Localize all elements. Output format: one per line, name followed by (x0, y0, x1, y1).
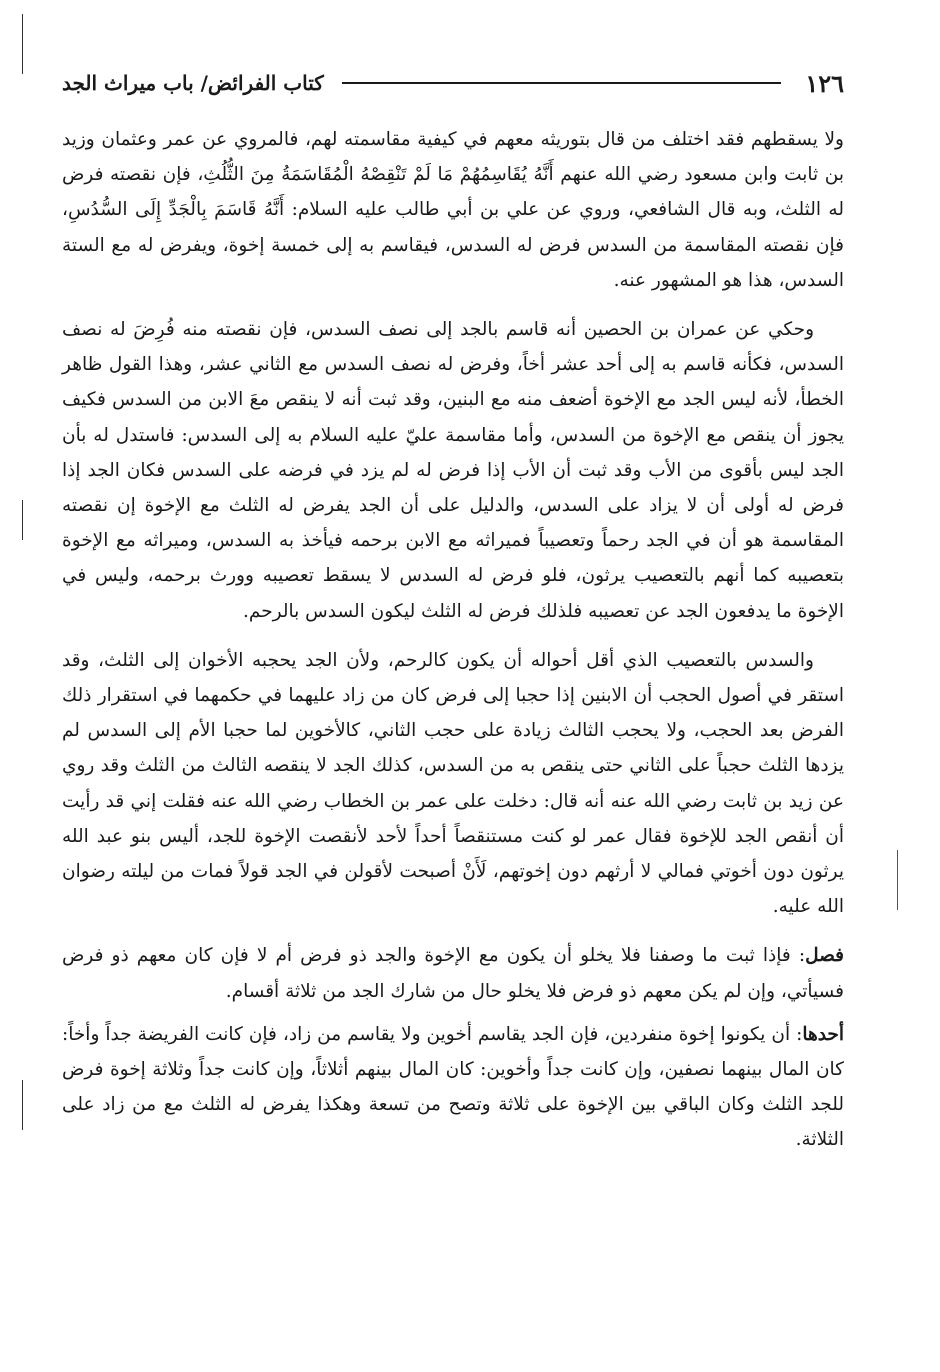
paragraph-text: : فإذا ثبت ما وصفنا فلا يخلو أن يكون مع الإخوة والجد ذو فرض أم لا فإن كان معهم ذو فرض فسيأتي، وإن لم يكن معهم ذو فرض فلا يخلو حال من شارك الجد من ثلاثة أقسام. (62, 945, 844, 1002)
header-rule (342, 82, 782, 84)
paragraph-text: : أن يكونوا إخوة منفردين، فإن الجد يقاسم أخوين ولا يقاسم من زاد، فإن كانت الفريضة جداً وأخاً: كان المال بينهما نصفين، وإن كانت جداً وأخوين: كان المال بينهم أثلاثاً، وإن كانت جداً وثلاثة إخوة فرض للجد الثلث وكان الباقي بين الإخوة على ثلاثة وتصح من تسعة وهكذا يفرض له الثلث مع من زاد على الثلاثة. (62, 1023, 844, 1151)
page-header (62, 66, 844, 100)
paragraph-first-case (62, 1017, 844, 1158)
paragraph-text: ولا يسقطهم فقد اختلف من قال بتوريثه معهم في كيفية مقاسمته لهم، فالمروي عن عمر وعثمان وزيد بن ثابت وابن مسعود رضي الله عنهم أَنَّهُ يُقَاسِمُهُمْ مَا لَمْ تَنْقِصْهُ الْمُقَاسَمَةُ مِنَ الثُّلُثِ، فإن نقصته فرض له الثلث، وبه قال الشافعي، وروي عن علي بن أبي طالب عليه السلام: أَنَّهُ قَاسَمَ بِالْجَدِّ إِلَى السُّدُسِ، فإن نقصته المقاسمة من السدس فرض له السدس، فيقاسم به إلى خمسة إخوة، ويفرض له مع الستة السدس، هذا هو المشهور عنه. (62, 129, 844, 291)
paragraph-fasl (62, 938, 844, 1008)
case-keyword: أحدها (802, 1023, 844, 1045)
paragraph-2 (62, 312, 844, 629)
page-body (62, 122, 844, 1166)
paragraph-3 (62, 643, 844, 925)
paragraph-text: والسدس بالتعصيب الذي أقل أحواله أن يكون كالرحم، ولأن الجد يحجبه الأخوان إلى الثلث، وقد استقر في أصول الحجب أن الابنين إذا حجبا إلى فرض كان من زاد عليهما في حكمهما في استقرار ذلك الفرض بعد الحجب، ولا يحجب الثالث زيادة على حجب الثاني، كالأخوين لما حجبا الأم إلى السدس لم يزدها الثلث حجباً على الثاني حتى ينقص به من السدس، كذلك الجد لا ينقصه الثالث من الثلث وقد روي عن زيد بن ثابت رضي الله عنه أنه قال: دخلت على عمر بن الخطاب رضي الله عنه فقلت إني قد رأيت أن أنقص الجد للإخوة فقال عمر لو كنت مستنقصاً أحداً لأحد لأنقصت الإخوة للجد، أليس بنو عبد الله يرثون دون أخوتي فمالي لا أرثهم دون إخوتهم، لَأَنْ أصبحت لأقولن في الجد قولاً فمات من ليلته رضوان الله عليه. (62, 649, 844, 918)
scan-margin-mark (22, 14, 23, 74)
page-number: ١٢٦ (805, 68, 844, 98)
section-keyword: فصل (805, 945, 844, 967)
scan-margin-mark (22, 500, 23, 540)
paragraph-text: وحكي عن عمران بن الحصين أنه قاسم بالجد إلى نصف السدس، فإن نقصته منه فُرِضَ له نصف السدس، فكأنه قاسم به إلى أحد عشر أخاً، وفرض له نصف السدس مع الثاني عشر، وهذا القول ظاهر الخطأ، لأنه ليس الجد مع الإخوة أضعف منه مع البنين، وقد ثبت أنه لا ينقص معَ الابن من السدس فكيف يجوز أن ينقص مع الإخوة من السدس، وأما مقاسمة عليّ عليه السلام به إلى السدس: فاستدل له بأن الجد ليس بأقوى من الأب وقد ثبت أن الأب إذا فرض له لم يزد في فرضه على السدس فكان الجد إذا فرض له أولى أن لا يزاد على السدس، والدليل على أن الجد يفرض له الثلث مع الإخوة إن نقصته المقاسمة هو أن في الجد رحماً وتعصيباً فميراثه مع الابن برحمه فيأخذ به السدس، وميراثه مع الإخوة بتعصيبه كما أنهم بالتعصيب يرثون، فلو فرض له السدس لا يسقط تعصيبه وورث برحمه، وليس في الإخوة ما يدفعون الجد عن تعصيبه فلذلك فرض له الثلث ليكون السدس بالرحم. (62, 319, 844, 622)
scan-margin-mark (897, 850, 898, 910)
scan-margin-mark (22, 1080, 23, 1130)
paragraph-1 (62, 122, 844, 298)
running-head: كتاب الفرائض/ باب ميراث الجد (62, 71, 324, 95)
